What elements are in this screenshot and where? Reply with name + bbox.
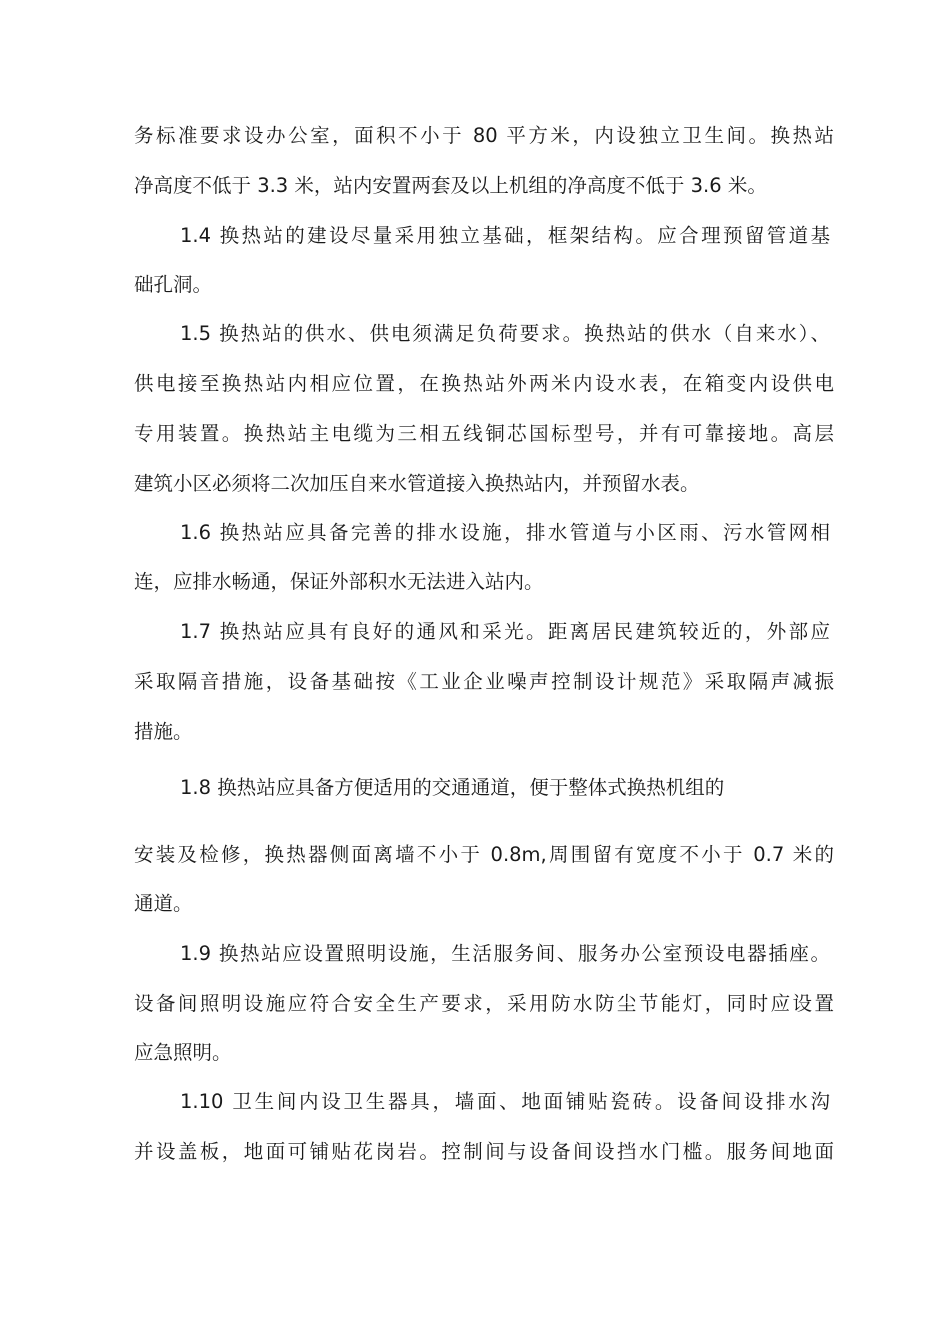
paragraph-1-7-start: 1.7 换热站应具有良好的通风和采光。距离居民建筑较近的，外部应 — [180, 620, 830, 643]
paragraph-1-5-start: 1.5 换热站的供水、供电须满足负荷要求。换热站的供水（自来水）、 — [180, 322, 830, 345]
text-line: 务标准要求设办公室，面积不小于 80 平方米，内设独立卫生间。换热站 — [134, 124, 834, 147]
paragraph-1-8-start: 1.8 换热站应具备方便适用的交通通道，便于整体式换热机组的 — [180, 776, 725, 799]
text-line: 通道。 — [134, 892, 193, 915]
text-line: 并设盖板，地面可铺贴花岗岩。控制间与设备间设挡水门槛。服务间地面 — [134, 1140, 834, 1163]
text-line: 采取隔音措施，设备基础按《工业企业噪声控制设计规范》采取隔声减振 — [134, 670, 834, 693]
paragraph-1-9-start: 1.9 换热站应设置照明设施，生活服务间、服务办公室预设电器插座。 — [180, 942, 830, 965]
text-line: 应急照明。 — [134, 1041, 232, 1064]
text-line: 净高度不低于 3.3 米，站内安置两套及以上机组的净高度不低于 3.6 米。 — [134, 174, 767, 197]
text-line: 设备间照明设施应符合安全生产要求，采用防水防尘节能灯，同时应设置 — [134, 992, 834, 1015]
text-line: 安装及检修，换热器侧面离墙不小于 0.8m,周围留有宽度不小于 0.7 米的 — [134, 843, 834, 866]
text-line: 专用装置。换热站主电缆为三相五线铜芯国标型号，并有可靠接地。高层 — [134, 422, 834, 445]
text-line: 建筑小区必须将二次加压自来水管道接入换热站内，并预留水表。 — [134, 472, 700, 495]
text-line: 供电接至换热站内相应位置，在换热站外两米内设水表，在箱变内设供电 — [134, 372, 834, 395]
text-line: 连，应排水畅通，保证外部积水无法进入站内。 — [134, 570, 544, 593]
text-line: 础孔洞。 — [134, 273, 213, 296]
paragraph-1-6-start: 1.6 换热站应具备完善的排水设施，排水管道与小区雨、污水管网相 — [180, 521, 830, 544]
text-line: 措施。 — [134, 720, 193, 743]
paragraph-1-4-start: 1.4 换热站的建设尽量采用独立基础，框架结构。应合理预留管道基 — [180, 224, 830, 247]
paragraph-1-10-start: 1.10 卫生间内设卫生器具，墙面、地面铺贴瓷砖。设备间设排水沟 — [180, 1090, 830, 1113]
